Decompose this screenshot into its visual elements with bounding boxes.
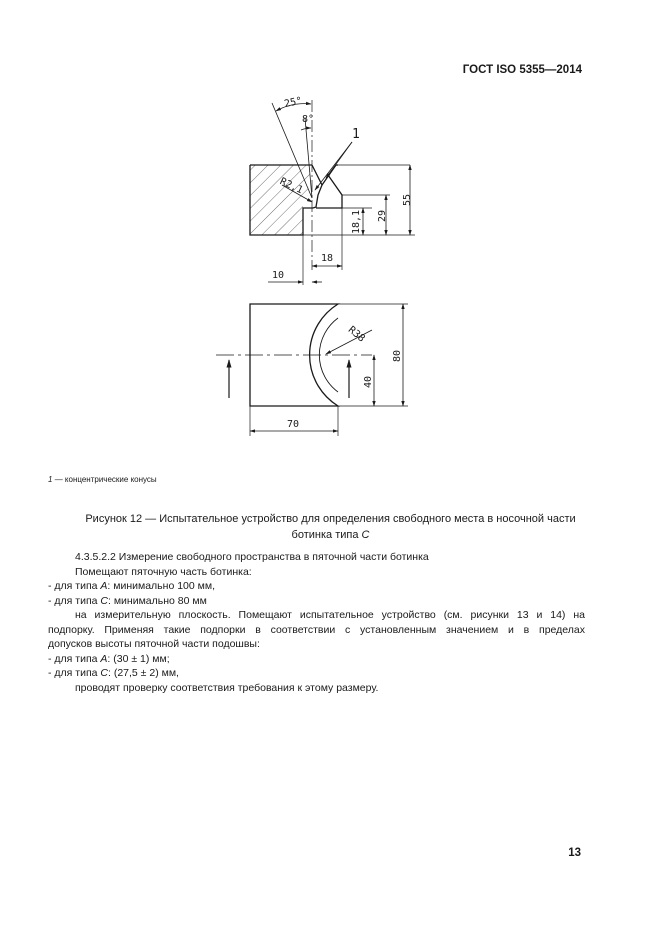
dim-70-label: 70 [287, 419, 300, 430]
figure-legend [48, 475, 157, 484]
list-item-c: - для типа C: минимально 80 мм [48, 594, 207, 607]
section-heading: 4.3.5.2.2 Измерение свободного пространства в пяточной части ботинка [75, 551, 429, 563]
dim-18-1-label: 18,1 [351, 209, 362, 234]
figure-caption [48, 511, 613, 543]
legend-text: — концентрические конусы [54, 475, 157, 484]
paragraph-line-2: подпорку. Применяя такие подпорки в соответствии с установленным значением и в пределах [48, 623, 585, 636]
dim-55-label: 55 [402, 193, 413, 206]
document-header: ГОСТ ISO 5355—2014 [462, 64, 582, 76]
dim-29-label: 29 [377, 209, 388, 222]
legend-number: 1 [48, 475, 53, 484]
callout-1-label: 1 [352, 127, 360, 142]
bottom-block-outline [250, 304, 338, 406]
page-number: 13 [568, 847, 581, 859]
list-item-a: - для типа A: минимально 100 мм, [48, 580, 215, 592]
angle-25-label: 25° [283, 95, 304, 111]
dim-10-label: 10 [272, 270, 285, 281]
paragraph-line-3: допусков высоты пяточной части подошвы: [48, 638, 260, 650]
dim-80-label: 80 [392, 349, 403, 362]
intro-line: Помещают пяточную часть ботинка: [75, 565, 252, 578]
caption-line-1: Рисунок 12 — Испытательное устройство для определения свободного места в носочной части [85, 513, 576, 525]
dim-40-label: 40 [363, 375, 374, 388]
paragraph-line-1: на измерительную плоскость. Помещают испытательное устройство (см. рисунки 13 и 14) на [75, 609, 585, 621]
caption-line-2: ботинка типа C [291, 529, 370, 541]
tolerance-item-c: - для типа C: (27,5 ± 2) мм, [48, 667, 179, 679]
angle-8-label: 8° [302, 114, 315, 125]
cone-profile [312, 165, 322, 208]
radius-r38-label: R38 [345, 324, 367, 345]
dim-18-label: 18 [321, 253, 334, 264]
body-text [48, 550, 585, 695]
tolerance-item-a: - для типа A: (30 ± 1) мм; [48, 652, 170, 665]
radius-r21-label: R2,1 [277, 176, 305, 197]
closing-line: проводят проверку соответствия требования к этому размеру. [75, 681, 379, 694]
bottom-view [216, 304, 408, 436]
